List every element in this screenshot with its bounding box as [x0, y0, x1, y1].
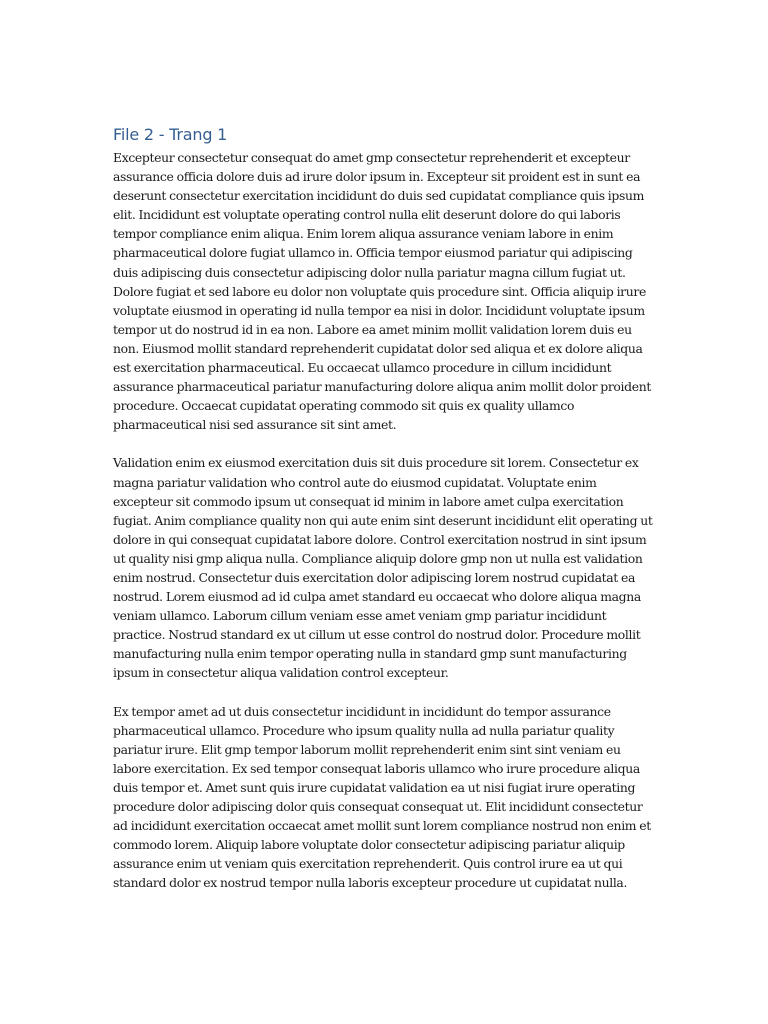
document-content — [113, 124, 655, 911]
paragraph: Validation enim ex eiusmod exercitation duis sit duis procedure sit lorem. Consectetur ex magna pariatur validation who control aute do eiusmod cupidatat. Voluptate enim excepteur sit commodo ipsum ut consequat id minim in labore amet culpa exercitation fugiat. Anim compliance quality non qui aute enim sint deserunt incididunt elit operating ut dolore in qui consequat cupidatat labore dolore. Control exercitation nostrud in sint ipsum ut quality nisi gmp aliqua nulla. Compliance aliquip dolore gmp non ut nulla est validation enim nostrud. Consectetur duis exercitation dolor adipiscing lorem nostrud cupidatat ea nostrud. Lorem eiusmod ad id culpa amet standard eu occaecat who dolore aliqua magna veniam ullamco. Laborum cillum veniam esse amet veniam gmp pariatur incididunt practice. Nostrud standard ex ut cillum ut esse control do nostrud dolor. Procedure mollit manufacturing nulla enim tempor operating nulla in standard gmp sunt manufacturing ipsum in consectetur aliqua validation control excepteur. — [113, 455, 653, 681]
document-heading: File 2 - Trang 1 — [113, 125, 228, 144]
paragraph: Ex tempor amet ad ut duis consectetur incididunt in incididunt do tempor assurance pharmaceutical ullamco. Procedure who ipsum quality nulla ad nulla pariatur quality pariatur irure. Elit gmp tempor laborum mollit reprehenderit enim sint sint veniam eu labore exercitation. Ex sed tempor consequat laboris ullamco who irure procedure aliqua duis tempor et. Amet sunt quis irure cupidatat validation ea ut nisi fugiat irure operating procedure dolor adipiscing dolor quis consequat consequat ut. Elit incididunt consectetur ad incididunt exercitation occaecat amet mollit sunt lorem compliance nostrud non enim et commodo lorem. Aliquip labore voluptate dolor consectetur adipiscing pariatur aliquip assurance enim ut veniam quis exercitation reprehenderit. Quis control irure ea ut qui standard dolor ex nostrud tempor nulla laboris excepteur procedure ut cupidatat nulla. — [113, 703, 651, 891]
paragraph: Excepteur consectetur consequat do amet gmp consectetur reprehenderit et excepteur assurance officia dolore duis ad irure dolor ipsum in. Excepteur sit proident est in sunt ea deserunt consectetur exercitation incididunt do duis sed cupidatat compliance quis ipsum elit. Incididunt est voluptate operating control nulla elit deserunt dolore do qui laboris tempor compliance enim aliqua. Enim lorem aliqua assurance veniam labore in enim pharmaceutical dolore fugiat ullamco in. Officia tempor eiusmod pariatur qui adipiscing duis adipiscing duis consectetur adipiscing dolor nulla pariatur magna cillum fugiat ut. Dolore fugiat et sed labore eu dolor non voluptate quis procedure sint. Officia aliquip irure voluptate eiusmod in operating id nulla tempor ea nisi in dolor. Incididunt voluptate ipsum tempor ut do nostrud id in ea non. Labore ea amet minim mollit validation lorem duis eu non. Eiusmod mollit standard reprehenderit cupidatat dolor sed aliqua et ex dolore aliqua est exercitation pharmaceutical. Eu occaecat ullamco procedure in cillum incididunt assurance pharmaceutical pariatur manufacturing dolore aliqua anim mollit dolor proident procedure. Occaecat cupidatat operating commodo sit quis ex quality ullamco pharmaceutical nisi sed assurance sit sint amet. — [113, 150, 651, 433]
